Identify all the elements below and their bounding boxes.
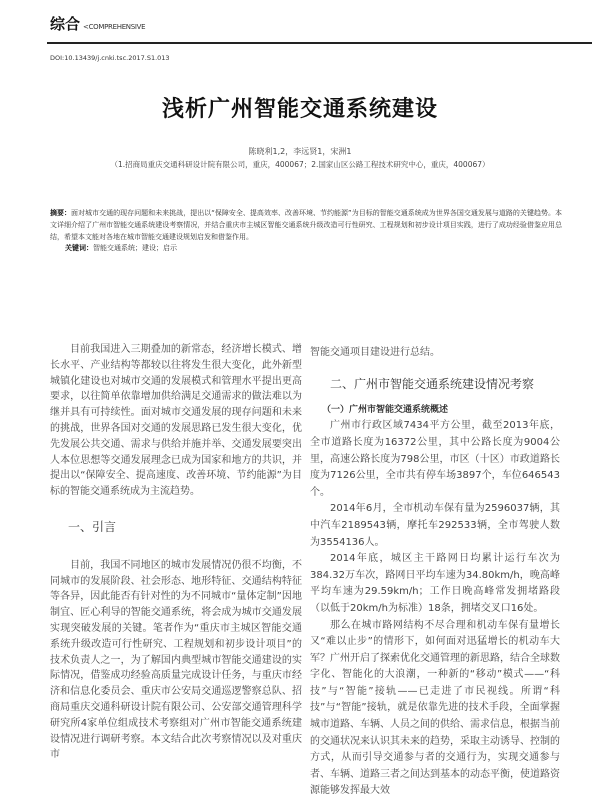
keywords-text: 智能交通系统；建设；启示 [93, 244, 177, 252]
paper-title: 浅析广州智能交通系统建设 [161, 97, 438, 122]
right-column [310, 345, 560, 800]
section2-heading: 二、广州市智能交通系统建设情况考察 [330, 376, 535, 391]
subsection-heading: （一）广州市智能交通系统概述 [322, 404, 449, 415]
section-tag-en: <COMPREHENSIVE [83, 23, 146, 31]
keywords [65, 243, 177, 253]
body-paragraph: 2014年底，城区主干路网日均累计运行车次为384.32万车次，路网日平均车速为34.80km/h，晚高峰平均车速为29.59km/h；工作日晚高峰常发拥堵路段（以低于20km/h为标准）18条，拥堵交叉口16处。 [310, 553, 560, 614]
body-paragraph: 2014年6月，全市机动车保有量为2596037辆，其中汽车2189543辆，摩托车292533辆，全市驾驶人数为3554136人。 [310, 503, 560, 548]
body-paragraph: 广州市行政区域7434平方公里，截至2013年底，全市道路长度为16372公里，其中公路长度为9004公里，高速公路长度为798公里，市区（十区）市政道路长度为7126公里，全市共有停车场3897个，车位646543个。 [310, 420, 560, 498]
section-tag [50, 13, 145, 34]
keywords-label: 关键词： [65, 244, 93, 252]
section-tag-zh: 综合 [50, 15, 81, 33]
abstract [50, 207, 562, 243]
left-column [50, 342, 302, 763]
abstract-text: 面对城市交通的现存问题和未来挑战，提出以“保障安全、提高效率、改善环境、节约能源”为目标的智能交通系统成为世界各国交通发展与道路的关键趋势。本文详细介绍了广州市智能交通系统建设考察情况，并结合重庆市主城区智能交通系统升级改造可行性研究、工程规划和初步设计项目实践，进行了成功经验借鉴应用总结，希望本文能对各地在城市智能交通建设规划启发和借鉴作用。 [50, 209, 562, 241]
section1-paragraph: 目前，我国不同地区的城市发展情况仍很不均衡，不同城市的发展阶段、社会形态、地形特征、交通结构特征等各异，因此能否有针对性的为不同城市“量体定制”因地制宜、匠心利导的智能交通系统，将会成为城市交通发展实现突破发展的关键。笔者作为“重庆市主城区智能交通系统升级改造可行性研究、工程规划和初步设计项目”的技术负责人之一，为了解国内典型城市智能交通建设的实际情况，借鉴成功经验高质量完成设计任务，与重庆市经济和信息化委员会、重庆市公安局交通巡逻警察总队、招商局重庆交通科研设计院有限公司、公安部交通管理科学研究所4家单位组成技术考察组对广州市智能交通系统建设情况进行调研考察。本文结合此次考察情况以及对重庆市 [50, 559, 302, 761]
affiliation: （1.招商局重庆交通科研设计院有限公司，重庆，400067；2.国家山区公路工程技术研究中心，重庆，400067） [110, 160, 490, 169]
section1-heading: 一、引言 [68, 519, 117, 534]
authors: 陈晓利1,2，李远贤1，宋洲1 [248, 147, 352, 156]
intro-paragraph: 目前我国进入三期叠加的新常态，经济增长模式、增长水平、产业结构等都较以往将发生很大变化，此外新型城镇化建设也对城市交通的发展模式和管理水平提出更高要求，以往简单依靠增加供给满足交通需求的做法难以为继并具有可持续性。面对城市交通发展的现存问题和未来的挑战，世界各国对交通的发展思路已发生很大变化，优先发展公共交通、需求与供给并施并举、交通发展要突出人本位思想等交通发展理念已成为国家和地方的共识，并提出以“保障安全、提高速度、改善环境、节约能源”为目标的智能交通系统成为主流趋势。 [50, 344, 302, 498]
body-paragraph: 那么在城市路网结构不尽合理和机动车保有量增长又“难以止步”的情形下，如何面对迅猛增长的机动车大军？广州开启了探索优化交通管理的新思路，结合全球数字化、智能化的大浪潮，一种新的“移动”模式——“科技”与“智能”接轨——已走进了市民视线。所谓“科技”与“智能”接轨，就是依靠先进的技术手段，全面掌握城市道路、车辆、人员之间的供给、需求信息，根据当前的交通状况来认识其未来的趋势，采取主动诱导、控制的方式，从而引导交通参与者的交通行为，实现交通参与者、车辆、道路三者之间达到基本的动态平衡，使道路资源能够发挥最大效 [310, 619, 560, 797]
continuation-text: 智能交通项目建设进行总结。 [310, 347, 440, 358]
abstract-label: 摘要： [50, 209, 72, 217]
header-rule [47, 42, 592, 44]
doi: DOI:10.13439/j.cnki.tsc.2017.S1.013 [50, 54, 170, 62]
